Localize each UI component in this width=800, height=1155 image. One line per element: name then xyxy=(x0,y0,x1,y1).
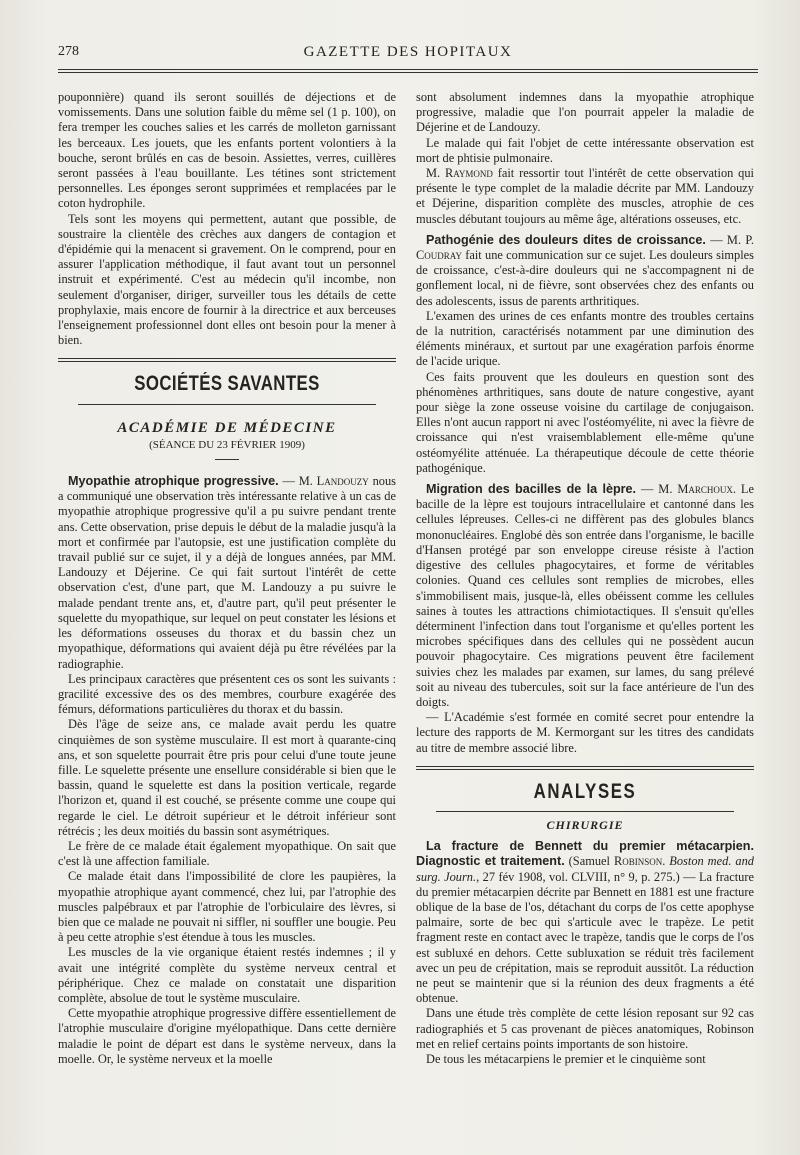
author-name: Robinson xyxy=(613,854,663,869)
paragraph: Le frère de ce malade était également myopathique. On sait que c'est là une affection familiale. xyxy=(58,838,396,869)
article-bennett xyxy=(416,839,754,1006)
article-heading: La fracture de Bennett du premier métacarpien. Diagnostic et traitement. xyxy=(416,839,754,869)
paragraph: Tels sont les moyens qui permettent, autant que possible, de soustraire la clientèle des crèches aux dangers de contagion et d'épidémie qui la menacent si gravement. On le comprend, pour en assurer l'application méthodique, il faut avant tout un personnel instruit et expérimenté. C'est au médecin qu'il incombe, non seulement d'organiser, diriger, surveiller tous les détails de cette prophylaxie, mais encore de fournir à la directrice et aux berceuses l'enseignement professionnel dont elles ont besoin pour la mener à bien. xyxy=(58,211,396,348)
section-title-societes: SOCIÉTÉS SAVANTES xyxy=(134,372,320,396)
paragraph: Le malade qui fait l'objet de cette intéressante observation est mort de phtisie pulmonaire. xyxy=(416,135,754,165)
article-pathogenie xyxy=(416,233,754,309)
paragraph xyxy=(416,166,754,227)
article-heading: Pathogénie des douleurs dites de croissance. xyxy=(426,232,706,247)
paragraph: Ces faits prouvent que les douleurs en question sont des phénomènes arthritiques, sans doute de nature congestive, ayant pour siège la zone osseuse voisine du cartilage de conjugaison. Elles n'ont aucun rapport ni avec l'ostéomyélite, ni avec la fièvre de croissance qui n'est vraisemblablement elle-même qu'une ostéomyélite atténuée. La thérapeutique découle de cette théorie pathogénique. xyxy=(416,369,754,475)
text-run: nous a communiqué une observation très intéressante relative à un cas de myopathie atrophique progressive qu'il a pu suivre pendant trente ans. Cette observation, prise depuis le début de la maladie jusqu'à la mort et confirmée par l'autopsie, est une justification complète du travail publié sur ce sujet, il y a déjà de longues années, par MM. Landouzy et Déjerine. Ce qui fait surtout l'intérêt de cette observation c'est, d'une part, que M. Landouzy a pu suivre le malade pendant trente ans, et, d'autre part, qu'il peut présenter le squelette du myopathique, sur lequel on peut constater les lésions et les déformations osseuses du thorax et du bassin chez un myopathique, déformations qui avaient déjà pu être révélées par la radiographie. xyxy=(58,474,396,671)
text-run: fait une communication sur ce sujet. Les douleurs simples de croissance, c'est-à-dire douleurs qui ne s'accompagnent ni de gonflement local, ni de fièvre, sont observées chez des enfants ou des adolescents, issus de parents arthritiques. xyxy=(416,248,754,308)
header-rule-top xyxy=(58,69,758,70)
journal-title: GAZETTE DES HOPITAUX xyxy=(303,44,513,60)
article-myopathie xyxy=(58,474,396,672)
journal-reference: Boston med. and surg. Journ. xyxy=(416,854,754,884)
author-name: Marchoux xyxy=(677,482,733,497)
header-rule-bottom xyxy=(58,72,758,73)
text-run: M. xyxy=(426,166,445,181)
paragraph: Les muscles de la vie organique étaient restés indemnes ; il y avait une intégrité complète du système nerveux central et périphérique. Chez ce malade on constatait une disparition complète, absolue de tout le système musculaire. xyxy=(58,945,396,1005)
text-run: , 27 fév 1908, vol. CLVIII, n° 9, p. 275.) — La fracture du premier métacarpien décrite par Bennett en 1881 est une fracture oblique de la base de l'os, détachant du corps de l'os cette apophyse palmaire, sorte de bec qui s'articule avec le trapèze. Le petit fragment reste en contact avec le trapèze, tandis que le corps de l'os est subluxé en dehors. Cette subluxation se réduit très facilement avec un peu de crépitation, mais se reproduit aussitôt. La réduction ne peut se maintenir que si la réunion des deux fragments a été obtenue. xyxy=(416,869,754,1006)
paragraph: L'examen des urines de ces enfants montre des troubles certains de la nutrition, caractérisés notamment par une diminution des éléments minéraux, et surtout par une exagération parfois énorme de l'acide urique. xyxy=(416,308,754,369)
text-run: . xyxy=(662,854,670,869)
text-run: (Samuel xyxy=(564,854,614,869)
text-run: fait ressortir tout l'intérêt de cette observation qui présente le type complet de la maladie décrite par MM. Landouzy et Déjerine, disparition complète des muscles, atrophie de ces muscles débutant toujours au même âge, altérations osseuses, etc. xyxy=(416,166,754,226)
author-name: Landouzy xyxy=(316,474,369,489)
article-lepre xyxy=(416,482,754,710)
paragraph: Dans une étude très complète de cette lésion reposant sur 92 cas radiographiés et 5 cas provenant de pièces anatomiques, Robinson met en relief certains points importants de son histoire. xyxy=(416,1006,754,1051)
paragraph: Cette myopathie atrophique progressive diffère essentiellement de l'atrophie musculaire d'origine myélopathique. Dans cette dernière maladie le point de départ est dans le système nerveux, dans la moelle. Or, le système nerveux et la moelle xyxy=(58,1006,397,1066)
author-name: Coudray xyxy=(416,248,462,263)
running-header xyxy=(58,44,758,66)
author-name: Raymond xyxy=(444,166,493,181)
paragraph: — L'Académie s'est formée en comité secret pour entendre la lecture des rapports de M. Kermorgant sur les titres des candidats au titre de membre associé libre. xyxy=(416,710,754,755)
article-heading: Myopathie atrophique progressive. xyxy=(68,474,279,489)
academy-heading: ACADÉMIE DE MÉDECINE xyxy=(117,419,337,436)
paragraph: pouponnière) quand ils seront souillés de déjections et de vomissements. Dans une solution faible du même sel (1 p. 100), on fera tremper les couches salies et les carrés de molleton garnissant les berceaux. Les jouets, que les enfants portent volontiers à la bouche, seront brûlés en cas de besoin. Assiettes, verres, cuillères seront passées à l'eau bouillante. Les tétines sont strictement personnelles. Les éponges seront supprimées et remplacées par le coton hydrophile. xyxy=(58,90,396,211)
section-underline xyxy=(436,811,734,812)
section-divider xyxy=(416,766,754,770)
left-column xyxy=(58,90,396,1067)
rubric-heading: CHIRURGIE xyxy=(546,817,624,832)
short-divider xyxy=(215,459,239,460)
section-divider xyxy=(58,358,396,362)
paragraph: Dès l'âge de seize ans, ce malade avait perdu les quatre cinquièmes de son système musculaire. Il est mort à quarante-cinq ans, et son squelette pourrait être pris pour celui d'une toute jeune fille. Le squelette présente une ensellure considérable si bien que le bassin, quand le squelette est dans la position verticale, regarde l'horizon et, quand il est couché, se présente comme une coupe qui regarde le ciel. Le détroit supérieur et le détroit inférieur sont rétrécis ; les deux moitiés du bassin sont asymétriques. xyxy=(58,717,396,838)
paragraph: Ce malade était dans l'impossibilité de clore les paupières, la myopathie atrophique ayant commencé, chez lui, par l'atrophie des muscles palpébraux et par l'atrophie de l'orbiculaire des lèvres, si bien que ce malade ne pouvait ni siffler, ni souffler une bougie. Peu à peu cette atrophie s'est étendue à tous les muscles. xyxy=(58,869,396,945)
text-run: — M. P. xyxy=(705,232,754,247)
paragraph: Les principaux caractères que présentent ces os sont les suivants : gracilité excessive des os des membres, courbure exagérée des fémurs, déformations particulières du thorax et du bassin. xyxy=(58,671,396,717)
text-run: — M. xyxy=(278,474,317,489)
page-number: 278 xyxy=(58,44,79,59)
text-run: . Le bacille de la lèpre est toujours intracellulaire et cantonné dans les cellules lépreuses. Celles-ci ne diffèrent pas des globules blancs mononucléaires. Englobé dès son entrée dans l'organisme, le bacille d'Hansen protégé par son enveloppe cireuse résiste à l'action digestive des cellules phagocytaires, et forme de véritables colonies. Quand ces cellules sont remplies de microbes, elles s'immobilisent mais, jusque-là, elles obéissent comme les cellules saines à toutes les attractions chimiotactiques. Il s'ensuit qu'elles déterminent l'infection dans tout l'organisme et qu'elles portent les microbes spécifiques dans des cellules qui ne possèdent aucun pouvoir phagocytaire. Ces migrations peuvent être facilement suivies chez les malades par examen, sur lames, du sang prélevé soit au niveau des tubercules, soit sur la face antérieure de l'un des doigts. xyxy=(416,482,754,709)
section-underline xyxy=(78,404,376,405)
article-heading: Migration des bacilles de la lèpre. xyxy=(426,482,637,497)
paragraph: sont absolument indemnes dans la myopathie atrophique progressive, maladie que l'on pourrait appeler la maladie de Déjerine et de Landouzy. xyxy=(416,90,754,135)
text-run: — M. xyxy=(636,482,678,497)
section-title-analyses: ANALYSES xyxy=(533,779,637,803)
right-column xyxy=(416,90,754,1067)
session-date: (SÉANCE DU 23 FÉVRIER 1909) xyxy=(149,438,305,451)
paragraph: De tous les métacarpiens le premier et le cinquième sont xyxy=(426,1051,706,1066)
